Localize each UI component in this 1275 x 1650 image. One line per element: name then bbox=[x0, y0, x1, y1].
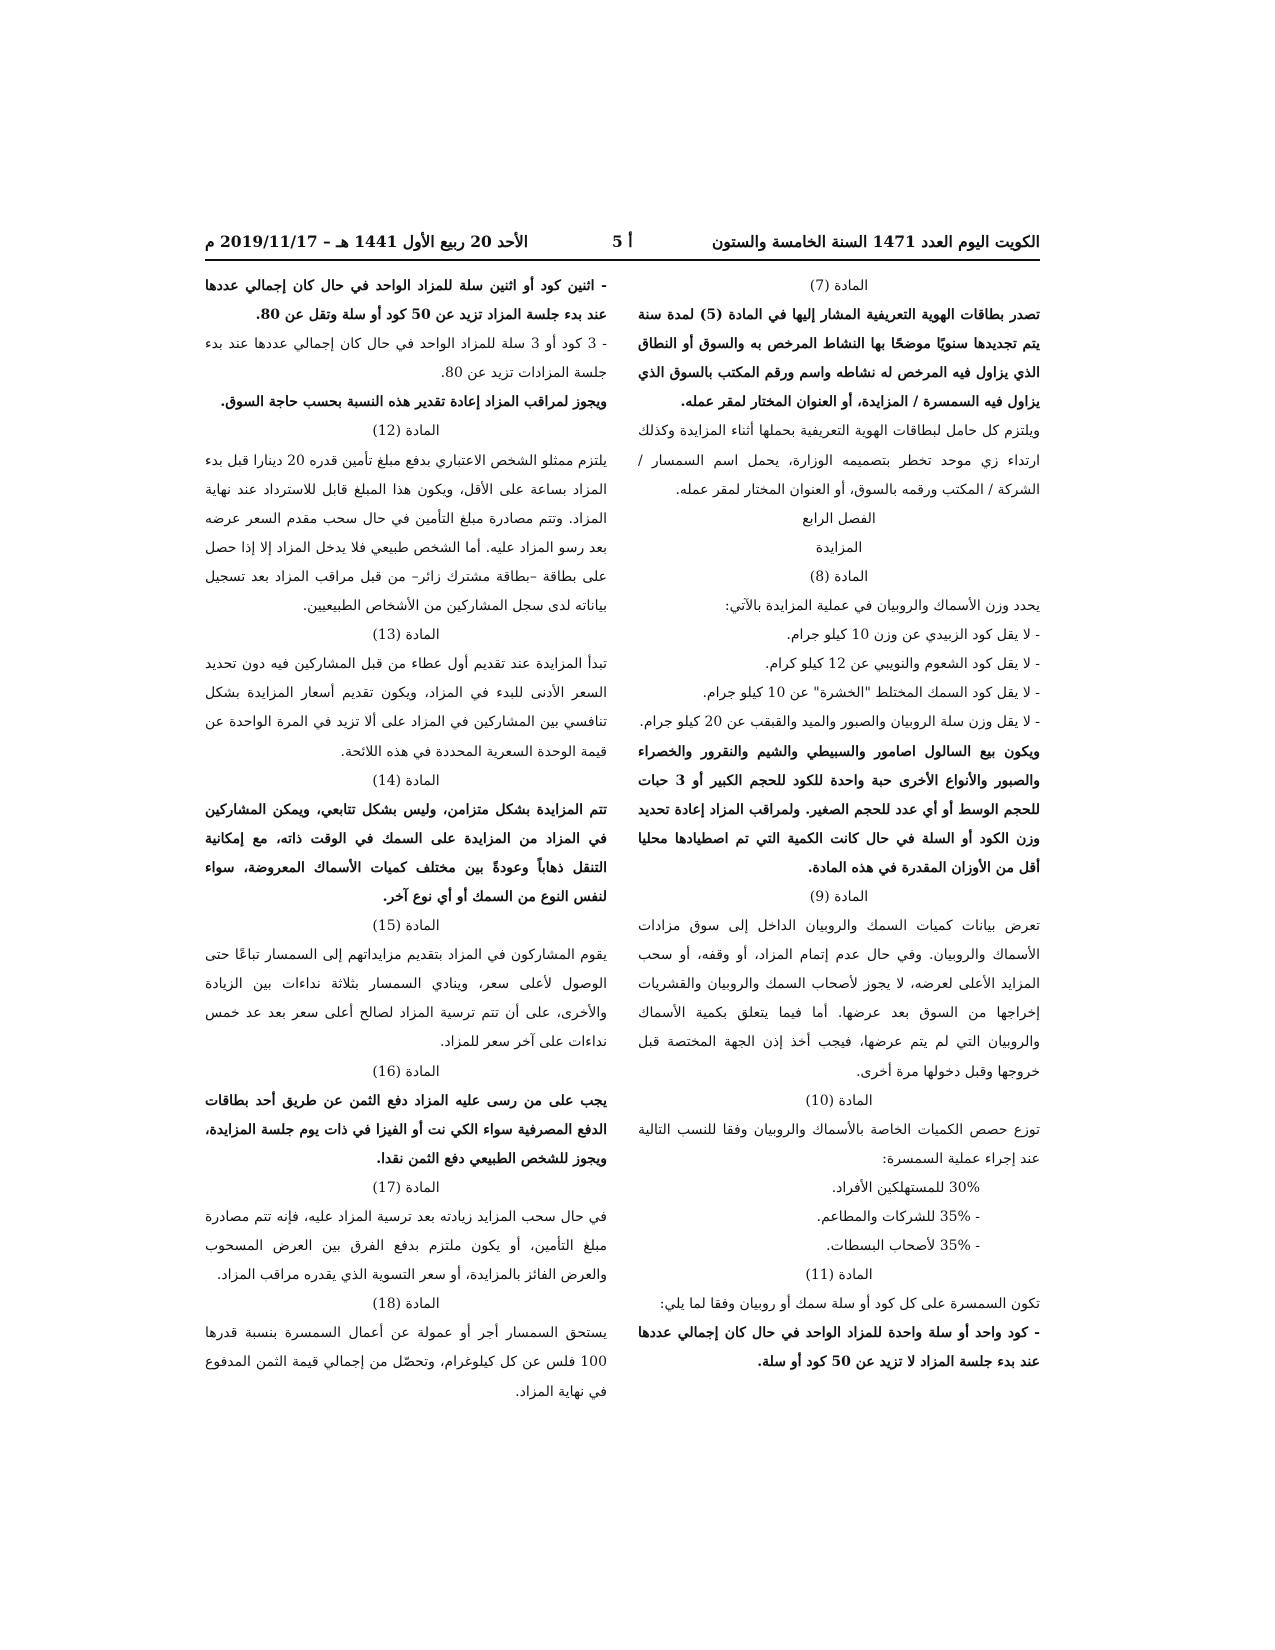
list-item: - 35% لأصحاب البسطات. bbox=[826, 1238, 980, 1255]
paragraph: تكون السمسرة على كل كود أو سلة سمك أو روبيان وفقا لما يلي: bbox=[659, 1296, 1040, 1313]
paragraph: يلتزم ممثلو الشخص الاعتباري بدفع مبلغ تأمين قدره 20 دينارا قبل بدء المزاد بساعة على الأقل، ويكون هذا المبلغ قابل للاسترداد عند نهاية المزاد. وتتم مصادرة مبلغ التأمين في حال سحب مقدم السعر عرضه بعد رسو المزاد عليه. أما الشخص طبيعي فلا يدخل المزاد إلا إذا حصل على بطاقة –بطاقة مشترك زائر– من قبل مراقب المزاد بعد تسجيل بياناته لدى سجل المشاركين من الأشخاص الطبيعيين. bbox=[205, 452, 607, 615]
gazette-page bbox=[205, 230, 1040, 1430]
list-item: - لا يقل كود الشعوم والنويبي عن 12 كيلو كرام. bbox=[765, 656, 1040, 673]
article-heading: المادة (17) bbox=[372, 1179, 440, 1196]
article-heading: المادة (15) bbox=[372, 918, 440, 935]
right-column bbox=[638, 272, 1040, 1378]
header-date: الأحد 20 ربيع الأول 1441 هـ – 2019/11/17 م bbox=[205, 232, 529, 251]
article-heading: المادة (13) bbox=[372, 627, 440, 644]
paragraph: يحدد وزن الأسماك والروبيان في عملية المزايدة بالآتي: bbox=[724, 598, 1040, 615]
list-item: - لا يقل وزن سلة الروبيان والصبور والميد والقبقب عن 20 كيلو جرام. bbox=[639, 714, 1040, 731]
paragraph: توزع حصص الكميات الخاصة بالأسماك والروبيان وفقا للنسب التالية عند إجراء عملية السمسرة: bbox=[638, 1121, 1040, 1167]
paragraph: ويكون بيع السالول اصامور والسبيطي والشيم والنقرور والخصراء والصبور والأنواع الأخرى حبة واحدة للكود للحجم الكبير أو 3 حبات للحجم الوسط أو أي عدد للحجم الصغير. ولمراقب المزاد إعادة تحديد وزن الكود أو السلة في حال كانت الكمية التي تم اصطيادها محليا أقل من الأوزان المقدرة في هذه المادة. bbox=[638, 743, 1040, 876]
article-heading: المادة (16) bbox=[372, 1063, 440, 1080]
paragraph: تبدأ المزايدة عند تقديم أول عطاء من قبل المشاركين فيه دون تحديد السعر الأدنى للبدء في المزاد، ويكون تقديم أسعار المزايدة بشكل تنافسي بين المشاركين في المزاد على ألا تزيد في المرة الواحدة عن قيمة الوحدة السعرية المحددة في هذه اللائحة. bbox=[205, 656, 607, 760]
left-column bbox=[205, 272, 607, 1407]
list-item: - لا يقل كود السمك المختلط "الخشرة" عن 10 كيلو جرام. bbox=[702, 685, 1040, 702]
article-heading: المادة (7) bbox=[809, 278, 869, 294]
article-heading: المادة (8) bbox=[809, 568, 869, 585]
paragraph: يقوم المشاركون في المزاد بتقديم مزايداتهم إلى السمسار تباعًا حتى الوصول لأعلى سعر، وينادي السمسار بثلاثة نداءات بين الزيادة والأخرى، على أن تتم ترسية المزاد لصالح أعلى سعر بعد عد خمس نداءات على آخر سعر للمزاد. bbox=[205, 947, 607, 1051]
paragraph: في حال سحب المزايد زيادته بعد ترسية المزاد عليه، فإنه تتم مصادرة مبلغ التأمين، أو يكون ملتزم بدفع الفرق بين العرض المسحوب والعرض الفائز بالمزايدة، أو سعر التسوية الذي يقدره مراقب المزاد. bbox=[205, 1209, 607, 1284]
paragraph: ويلتزم كل حامل لبطاقات الهوية التعريفية بحملها أثناء المزايدة وكذلك ارتداء زي موحد تخطر بتصميمه الوزارة، يحمل اسم السمسار / الشركة / المكتب ورقمه بالسوق، أو العنوان المختار لمقر عمله. bbox=[638, 423, 1040, 498]
paragraph: يجب على من رسى عليه المزاد دفع الثمن عن طريق أحد بطاقات الدفع المصرفية سواء الكي نت أو الفيزا في ذات يوم جلسة المزايدة، ويجوز للشخص الطبيعي دفع الثمن نقدا. bbox=[205, 1092, 607, 1167]
list-item: - 35% للشركات والمطاعم. bbox=[816, 1209, 980, 1225]
paragraph: تصدر بطاقات الهوية التعريفية المشار إليها في المادة (5) لمدة سنة يتم تجديدها سنويًا موضحًا بها النشاط المرخص به والسوق أو النطاق الذي يزاول فيه المرخص له نشاطه واسم ورقم المكتب بالسوق الذي يزاول فيه السمسرة / المزايدة، أو العنوان المختار لمقر عمله. bbox=[638, 307, 1040, 411]
header-page-number: أ 5 bbox=[612, 232, 633, 251]
article-heading: المادة (14) bbox=[372, 772, 440, 789]
chapter-heading: الفصل الرابع bbox=[802, 510, 876, 527]
article-heading: المادة (12) bbox=[372, 423, 440, 440]
chapter-subtitle: المزايدة bbox=[815, 539, 863, 556]
list-item: - 3 كود أو 3 سلة للمزاد الواحد في حال كان إجمالي عددها عند بدء جلسة المزادات تزيد عن 80. bbox=[205, 336, 607, 382]
header-issue-info: الكويت اليوم العدد 1471 السنة الخامسة والستون bbox=[712, 232, 1040, 251]
paragraph: تتم المزايدة بشكل متزامن، وليس بشكل تتابعي، ويمكن المشاركين في المزاد من المزايدة على السمك في الوقت ذاته، مع إمكانية التنقل ذهاباً وعودةً بين مختلف كميات الأسماك المعروضة، سواء لنفس النوع من السمك أو أي نوع آخر. bbox=[205, 801, 607, 905]
article-heading: المادة (11) bbox=[805, 1267, 873, 1284]
article-heading: المادة (10) bbox=[805, 1092, 873, 1109]
page-header bbox=[205, 230, 1040, 260]
list-item: - اثنين كود أو اثنين سلة للمزاد الواحد في حال كان إجمالي عددها عند بدء جلسة المزاد تزيد عن 50 كود أو سلة وتقل عن 80. bbox=[205, 278, 607, 324]
article-heading: المادة (18) bbox=[372, 1296, 440, 1313]
list-item: - لا يقل كود الزبيدي عن وزن 10 كيلو جرام. bbox=[786, 627, 1040, 644]
paragraph: تعرض بيانات كميات السمك والروبيان الداخل إلى سوق مزادات الأسماك والروبيان. وفي حال عدم إتمام المزاد، أو وقفه، أو سحب المزايد الأعلى لعرضه، لا يجوز لأصحاب السمك والروبيان والقشريات إخراجها من السوق بعد عرضها. أما فيما يتعلق بكمية الأسماك والروبيان التي لم يتم عرضها، فيجب أخذ إذن الجهة المختصة قبل خروجها وقبل دخولها مرة أخرى. bbox=[638, 918, 1040, 1080]
paragraph: ويجوز لمراقب المزاد إعادة تقدير هذه النسبة بحسب حاجة السوق. bbox=[220, 394, 607, 411]
paragraph: يستحق السمسار أجر أو عمولة عن أعمال السمسرة بنسبة قدرها 100 فلس عن كل كيلوغرام، وتحصّل من إجمالي قيمة الثمن المدفوع في نهاية المزاد. bbox=[205, 1325, 607, 1400]
article-heading: المادة (9) bbox=[809, 888, 869, 905]
list-item: 30% للمستهلكين الأفراد. bbox=[831, 1179, 980, 1196]
header-rule bbox=[205, 259, 1040, 261]
list-item: - كود واحد أو سلة واحدة للمزاد الواحد في حال كان إجمالي عددها عند بدء جلسة المزاد لا تزيد عن 50 كود أو سلة. bbox=[638, 1325, 1040, 1371]
